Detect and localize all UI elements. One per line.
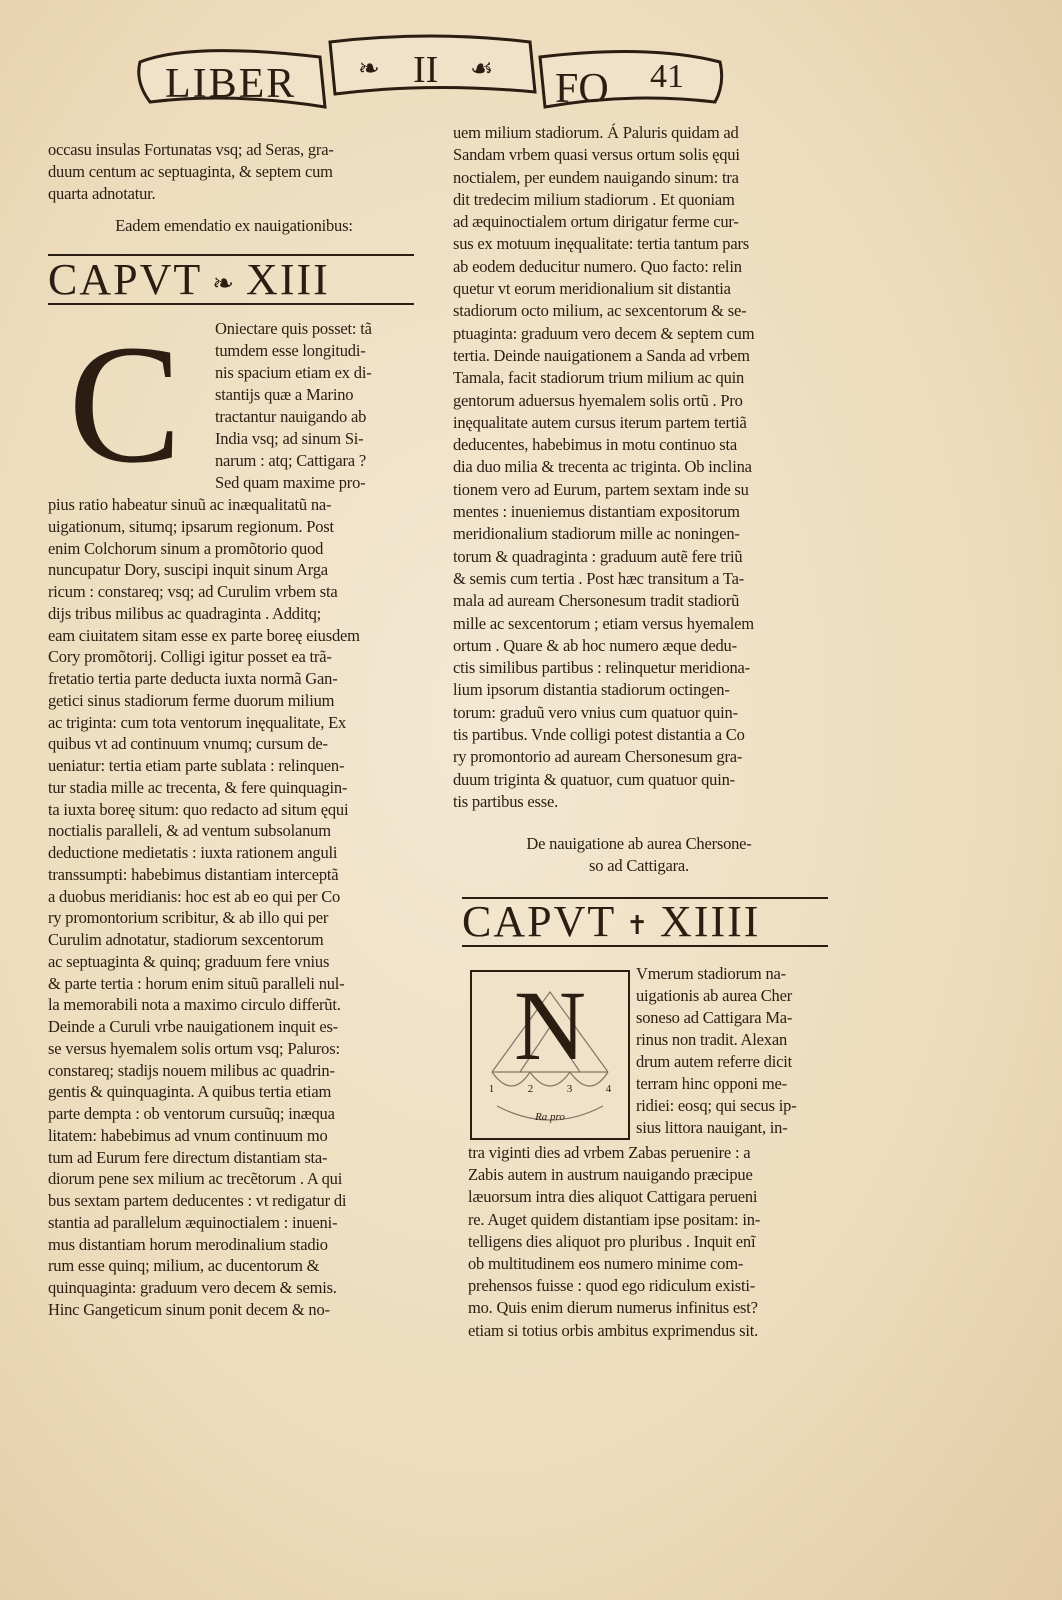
text-line: duum centum ac septuaginta, & septem cum — [48, 162, 333, 181]
text-line: ta iuxta boreę situm: quo redacto ad situm ęqui — [48, 799, 349, 819]
text-line: dit tredecim milium stadiorum . Et quoniam — [453, 189, 735, 209]
text-line: ad æquinoctialem ortum dirigatur ferme cur- — [453, 212, 739, 232]
text-line: uigationum, situmq; ipsarum regionum. Post — [48, 516, 334, 536]
text-line: Deinde a Curuli vrbe nauigationem inquit es- — [48, 1017, 338, 1036]
text-line: quinquaginta: graduum vero decem & semis. — [48, 1278, 337, 1297]
text-line: Zabis autem in austrum nauigando præcipue — [468, 1165, 753, 1185]
chapter-heading-14 — [462, 897, 761, 948]
text-line: narum : atq; Cattigara ? — [215, 451, 366, 470]
text-line: ptuaginta: graduum vero decem & septem cum — [453, 323, 755, 343]
text-line: gentis & quinquaginta. A quibus tertia etiam — [48, 1082, 332, 1102]
text-line: torum: graduũ vero vnius cum quatuor quin- — [453, 702, 738, 722]
text-line: tra viginti dies ad vrbem Zabas peruenire : a — [468, 1143, 751, 1162]
text-line: ac triginta: cum tota ventorum inęqualitate, Ex — [48, 712, 347, 732]
text-line: occasu insulas Fortunatas vsq; ad Seras, gra- — [48, 140, 334, 159]
text-line: litatem: habebimus ad vnum continuum mo — [48, 1125, 328, 1145]
text-line: lium ipsorum distantia stadiorum octingen- — [453, 680, 730, 700]
text-line: ridiei: eosq; qui secus ip- — [636, 1096, 797, 1115]
ornament-icon: ☙ — [470, 54, 494, 83]
text-line: ry promontorio ad auream Chersonesum gra- — [453, 747, 743, 767]
left-beside-initial — [215, 318, 420, 494]
text-line: noctialem, per eundem nauigando sinum: tra — [453, 167, 739, 187]
text-line: mentes : inueniemus distantiam expositorum — [453, 502, 740, 522]
text-line: inęqualitate autem cursus iterum partem tertiã — [453, 412, 747, 432]
chapter-caput: CAPVT — [462, 897, 617, 946]
text-line: getici sinus stadiorum ferme duorum milium — [48, 690, 335, 710]
right-tail — [468, 1142, 838, 1342]
text-line: ricum : constareq; vsq; ad Curulim vrbem sta — [48, 582, 338, 601]
text-line: dijs tribus milibus ac quadraginta . Additq; — [48, 603, 322, 623]
text-line: pius ratio habeatur sinuũ ac inæqualitatũ na- — [48, 495, 332, 514]
text-line: De nauigatione ab aurea Chersone- — [526, 834, 752, 853]
text-line: eam ciuitatem sitam esse ex parte boreę eiusdem — [48, 625, 360, 645]
chapter-number: XIII — [246, 255, 330, 304]
text-line: nis spacium etiam ex di- — [215, 363, 372, 382]
text-line: terram hinc opponi me- — [636, 1074, 787, 1093]
text-line: so ad Cattigara. — [589, 856, 689, 875]
decorated-initial-n — [470, 970, 630, 1140]
text-line: transsumpti: habebimus distantiam interceptã — [48, 864, 339, 884]
text-line: etiam si totius orbis ambitus exprimendus sit. — [468, 1320, 759, 1340]
header-folio-number: 41 — [650, 58, 684, 95]
folio-header-banner — [130, 22, 730, 122]
text-line: mo. Quis enim dierum numerus infinitus est? — [468, 1298, 758, 1318]
text-line: fretatio tertia parte deducta iuxta normã Gan- — [48, 669, 338, 688]
text-line: parte dempta : ob ventorum cursuũq; inæqua — [48, 1104, 335, 1123]
text-line: quibus vt ad continuum vnumq; cursum de- — [48, 734, 328, 754]
text-line: la memorabili nota a maximo circulo differũt. — [48, 995, 341, 1015]
text-line: torum & quadraginta : graduum autẽ fere triũ — [453, 546, 743, 566]
text-line: stadiorum octo milium, ac sexcentorum & se- — [453, 301, 747, 321]
text-line: diorum pene sex milium ac trecẽtorum . A qui — [48, 1169, 343, 1189]
text-line: India vsq; ad sinum Si- — [215, 429, 364, 448]
text-line: soneso ad Cattigara Ma- — [636, 1008, 793, 1027]
text-line: tertia. Deinde nauigationem a Sanda ad vrbem — [453, 345, 750, 365]
text-line: quarta adnotatur. — [48, 184, 156, 203]
text-line: ac septuaginta & quinq; graduum fere vnius — [48, 951, 330, 971]
text-line: Oniectare quis posset: tã — [215, 319, 372, 338]
initial-letter: C — [68, 318, 182, 490]
text-line: stantijs quæ a Marino — [215, 385, 354, 404]
ornament-icon: ❧ — [358, 54, 380, 83]
text-line: sius littora nauigant, in- — [636, 1118, 788, 1137]
fleuron-icon: ❧ — [212, 268, 237, 298]
text-line: & parte tertia : horum enim situũ paralleli nul- — [48, 973, 345, 993]
text-line: constareq; stadijs nouem milibus ac quadrin- — [48, 1060, 335, 1080]
text-line: gentorum aduersus hyemalem solis ortũ . Pro — [453, 390, 743, 410]
text-line: & semis cum tertia . Post hæc transitum a Ta- — [453, 568, 745, 588]
text-line: deducentes, habebimus in motu continuo sta — [453, 435, 737, 455]
left-body — [48, 494, 420, 1321]
diagram-number: 2 — [527, 1083, 534, 1095]
right-beside-initial — [636, 963, 836, 1139]
text-line: Tamala, facit stadiorum trium milium ac quin — [453, 368, 745, 388]
text-line: tumdem esse longitudi- — [215, 341, 366, 360]
chapter-heading-13 — [48, 255, 330, 306]
cross-ornament-icon: ✝ — [626, 910, 651, 940]
right-body — [453, 122, 838, 813]
text-line: meridionalium stadiorum mille ac noningen- — [453, 524, 740, 544]
text-line: Sandam vrbem quasi versus ortum solis ęqui — [453, 145, 740, 165]
text-line: drum autem referre dicit — [636, 1052, 792, 1071]
divider — [48, 303, 414, 305]
initial-letter: N — [513, 970, 587, 1081]
left-subheading: Eadem emendatio ex nauigationibus: — [115, 216, 353, 235]
decorated-initial-q — [50, 318, 200, 490]
text-line: Sed quam maxime pro- — [215, 473, 366, 492]
diagram-number: 4 — [605, 1083, 612, 1095]
text-line: Vmerum stadiorum na- — [636, 964, 786, 983]
text-line: ueniatur: tertia etiam parte sublata : relinquen- — [48, 756, 345, 775]
text-line: tis partibus esse. — [453, 791, 559, 811]
diagram-caption: Ra pro — [535, 1111, 565, 1123]
text-line: tis partibus. Vnde colligi potest distantia a Co — [453, 725, 745, 745]
text-line: mala ad auream Chersonesum tradit stadiorũ — [453, 591, 740, 611]
header-fo: FO — [555, 66, 609, 112]
text-line: rinus non tradit. Alexan — [636, 1030, 788, 1049]
text-line: nuncupatur Dory, suscipi inquit sinum Arga — [48, 560, 328, 580]
text-line: enim Colchorum sinum a promõtorio quod — [48, 538, 324, 558]
text-line: Cory promõtorij. Colligi igitur posset ea trã- — [48, 647, 332, 667]
chapter-number: XIIII — [660, 897, 761, 946]
diagram-number: 3 — [566, 1083, 573, 1095]
text-line: dia duo milia & trecenta ac triginta. Ob inclina — [453, 457, 752, 477]
text-line: duum triginta & quatuor, cum quatuor quin- — [453, 769, 735, 789]
text-line: noctialis paralleli, & ad ventum subsolanum — [48, 821, 331, 841]
text-line: re. Auget quidem distantiam ipse positam: in- — [468, 1209, 761, 1229]
text-line: tur stadia mille ac trecenta, & fere quinquagin- — [48, 777, 348, 797]
text-line: mus distantiam horum merodinalium stadio — [48, 1234, 328, 1254]
text-line: uem milium stadiorum. Á Paluris quidam ad — [453, 123, 739, 142]
left-intro — [48, 139, 420, 205]
text-line: a duobus meridianis: hoc est ab eo qui per Co — [48, 886, 341, 906]
text-line: tionem vero ad Eurum, partem sextam inde su — [453, 479, 749, 499]
right-subheading — [453, 833, 825, 877]
text-line: quetur vt eorum meridionalium sit distantia — [453, 279, 731, 299]
text-line: rum esse quinq; milium, ac ducentorum & — [48, 1256, 320, 1276]
text-line: Hinc Gangeticum sinum ponit decem & no- — [48, 1299, 330, 1319]
text-line: sus ex motuum inęqualitate: tertia tantum pars — [453, 234, 749, 254]
header-liber: LIBER — [165, 61, 297, 107]
text-line: ab eodem deducitur numero. Quo facto: relin — [453, 256, 742, 276]
text-line: telligens dies aliquot pro pluribus . Inquit enĩ — [468, 1231, 756, 1251]
text-line: se versus hyemalem solis ortum vsq; Paluros: — [48, 1038, 340, 1058]
text-line: mille ac sexcentorum ; etiam versus hyemalem — [453, 613, 754, 633]
diagram-number: 1 — [488, 1083, 495, 1095]
text-line: ry promontorium scribitur, & ab illo qui per — [48, 908, 329, 928]
chapter-caput: CAPVT — [48, 255, 203, 304]
divider — [462, 945, 828, 947]
text-line: Curulim adnotatur, stadiorum sexcentorum — [48, 930, 324, 949]
header-book-number: II — [413, 49, 439, 91]
text-line: tractantur nauigando ab — [215, 407, 367, 426]
text-line: stantia ad parallelum æquinoctialem : inueni- — [48, 1212, 338, 1232]
text-line: prehensos fuisse : quod ego ridiculum existi- — [468, 1276, 756, 1296]
text-line: uigationis ab aurea Cher — [636, 986, 793, 1005]
text-line: ortum . Quare & ab hoc numero æque dedu- — [453, 635, 737, 655]
text-line: ctis similibus partibus : relinquetur meridiona- — [453, 658, 750, 678]
text-line: bus sextam partem deducentes : vt redigatur di — [48, 1191, 347, 1210]
text-line: tum ad Eurum fere directum distantiam sta- — [48, 1147, 328, 1167]
text-line: læuorsum intra dies aliquot Cattigara perueni — [468, 1187, 758, 1207]
text-line: ob multitudinem eos numero minime com- — [468, 1253, 744, 1273]
diagram-numbers — [472, 1082, 628, 1096]
text-line: deductione medietatis : iuxta rationem anguli — [48, 843, 338, 862]
